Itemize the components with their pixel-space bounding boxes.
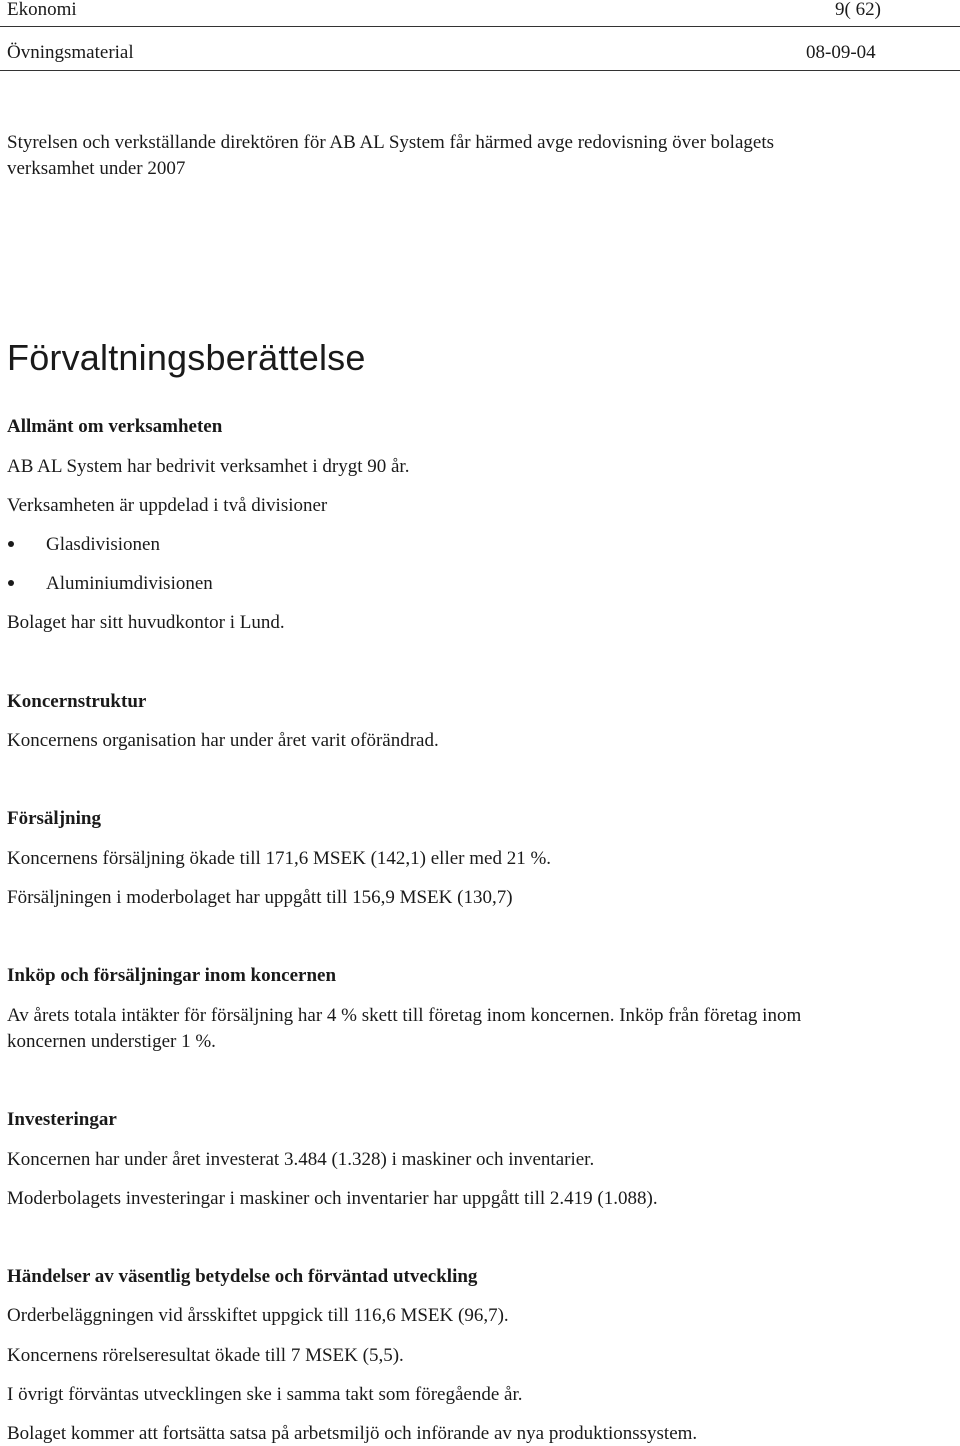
section-heading-inkop: Inköp och försäljningar inom koncernen [7, 965, 337, 986]
paragraph: Koncernens organisation har under året varit oförändrad. [7, 730, 439, 751]
section-heading-forsaljning: Försäljning [7, 808, 101, 829]
page-title: Förvaltningsberättelse [7, 337, 366, 378]
paragraph: Moderbolagets investeringar i maskiner och inventarier har uppgått till 2.419 (1.088). [7, 1188, 658, 1209]
intro-line-2: verksamhet under 2007 [7, 158, 186, 179]
paragraph: Koncernens försäljning ökade till 171,6 MSEK (142,1) eller med 21 %. [7, 848, 552, 869]
page-number: 9( 62) [835, 0, 881, 20]
paragraph: AB AL System har bedrivit verksamhet i drygt 90 år. [7, 456, 410, 477]
paragraph: Verksamheten är uppdelad i två divisioner [7, 495, 328, 516]
header-divider [0, 26, 960, 27]
bullet-dot-icon [8, 541, 14, 547]
list-item: Glasdivisionen [46, 534, 160, 555]
paragraph: Bolaget har sitt huvudkontor i Lund. [7, 612, 285, 633]
intro-line-1: Styrelsen och verkställande direktören för AB AL System får härmed avge redovisning över bolagets [7, 132, 775, 153]
paragraph: Orderbeläggningen vid årsskiftet uppgick till 116,6 MSEK (96,7). [7, 1305, 509, 1326]
bullet-dot-icon [8, 580, 14, 586]
paragraph: Försäljningen i moderbolaget har uppgått till 156,9 MSEK (130,7) [7, 887, 513, 908]
document-subtitle: Övningsmaterial [7, 42, 134, 63]
header-divider-bottom [0, 70, 960, 71]
section-heading-koncernstruktur: Koncernstruktur [7, 691, 147, 712]
paragraph: I övrigt förväntas utvecklingen ske i samma takt som föregående år. [7, 1384, 523, 1405]
paragraph: Koncernens rörelseresultat ökade till 7 MSEK (5,5). [7, 1345, 404, 1366]
paragraph: Koncernen har under året investerat 3.484 (1.328) i maskiner och inventarier. [7, 1149, 595, 1170]
paragraph: Bolaget kommer att fortsätta satsa på arbetsmiljö och införande av nya produktionssystem. [7, 1423, 698, 1444]
section-heading-handelser: Händelser av väsentlig betydelse och förväntad utveckling [7, 1266, 478, 1287]
document-date: 08-09-04 [806, 42, 876, 63]
document-title: Ekonomi [7, 0, 77, 20]
paragraph-line-1: Av årets totala intäkter för försäljning har 4 % skett till företag inom koncernen. Inköp från företag inom [7, 1005, 802, 1026]
list-item: Aluminiumdivisionen [46, 573, 213, 594]
paragraph-line-2: koncernen understiger 1 %. [7, 1031, 216, 1052]
section-heading-allmant: Allmänt om verksamheten [7, 416, 223, 437]
section-heading-investeringar: Investeringar [7, 1109, 117, 1130]
